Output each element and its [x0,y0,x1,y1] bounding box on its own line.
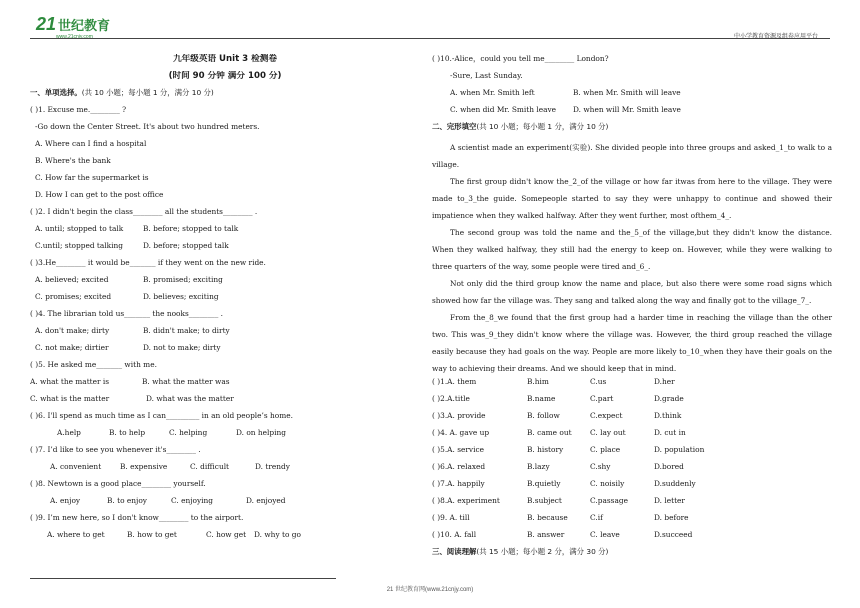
cloze-option-b: B.him [527,377,549,386]
cloze-option-d: D.grade [654,394,684,403]
section1-title: 一、单项选择。 [30,88,82,97]
section1-heading [30,88,420,105]
cloze-row [432,479,832,496]
cloze-option-b: B.subject [527,496,562,505]
question-9-option-d: D. why to go [254,530,301,539]
exam-subtitle: (时间 90 分钟 满分 100 分) [168,71,282,81]
cloze-option-b: B.quietly [527,479,561,488]
question-7-stem: ( )7. I’d like to see you whenever it's________ . [30,445,201,454]
question-2-options-ab [30,224,420,241]
cloze-option-b: B. answer [527,530,565,539]
passage-paragraph-3: The second group was told the name and the_5_of the village,but they didn't know the distance. When they walked halfway, they still had the energy to keep on. However, while they were walking to three quarters of the way, some people were tired and_6_. [432,228,832,271]
cloze-option-d: D. population [654,445,705,454]
question-6-option-b: B. to help [109,428,146,437]
cloze-options [432,377,832,547]
question-3-option-c: C. promises; excited [35,292,112,301]
cloze-option-d: D.her [654,377,675,386]
cloze-option-c: C.passage [590,496,628,505]
question-10-context: -Sure, Last Sunday. [450,71,523,80]
question-5-options-cd [30,394,420,411]
cloze-row [432,377,832,394]
cloze-option-a-stem: ( )1.A. them [432,377,477,386]
cloze-option-c: C. noisily [590,479,625,488]
question-1-option-d: D. How I can get to the post office [35,190,164,199]
question-8-options [30,496,420,513]
passage-paragraph-4: Not only did the third group know the name and place, but also there were some road signs which showed how far the village was. They sang and talked along the way and finally got to the village_7_. [432,279,832,305]
section2-title: 二、完形填空 [432,122,477,131]
exam-title: 九年级英语 Unit 3 检测卷 [173,54,277,64]
question-4-options-ab [30,326,420,343]
logo-url: www.21cnjy.com [56,34,93,40]
question-10-option-c: C. when did Mr. Smith leave [450,105,557,114]
question-10-options-cd [432,105,832,122]
cloze-row [432,394,832,411]
right-column [432,54,832,564]
cloze-option-d: D. letter [654,496,685,505]
question-3-options-cd [30,292,420,309]
question-8-option-b: B. to enjoy [107,496,147,505]
section1-note: (共 10 小题；每小题 1 分，满分 10 分) [81,88,214,97]
cloze-option-a-stem: ( )7.A. happily [432,479,485,488]
cloze-row [432,411,832,428]
platform-name: 中小学教育资源及组卷应用平台 [733,34,818,40]
cloze-option-c: C. leave [590,530,620,539]
cloze-option-a-stem: ( )5.A. service [432,445,484,454]
question-10-option-d: D. when will Mr. Smith leave [573,105,681,114]
question-2-option-a: A. until; stopped to talk [35,224,124,233]
question-1-context: -Go down the Center Street. It's about two hundred meters. [35,122,260,131]
cloze-row [432,513,832,530]
cloze-row [432,530,832,547]
passage-paragraph-2: The first group didn't know the_2_of the village or how far itwas from here to the village. They were made to_3_the guide. Somepeople started to say they were unhappy to continue and showed their impatience when they walked halfway. After they went further, most ofthem_4_. [432,177,832,220]
logo-mark: 21 [36,14,57,34]
section3-title: 三、阅读理解 [432,547,477,556]
question-2-option-b: B. before; stopped to talk [143,224,239,233]
cloze-option-a-stem: ( )6.A. relaxed [432,462,486,471]
cloze-option-d: D. cut in [654,428,686,437]
cloze-row [432,445,832,462]
question-3-option-a: A. believed; excited [35,275,109,284]
cloze-option-b: B.lazy [527,462,550,471]
question-1-option-b: B. Where's the bank [35,156,111,165]
cloze-option-b: B. history [527,445,564,454]
cloze-option-c: C. lay out [590,428,626,437]
cloze-option-d: D. before [654,513,689,522]
question-3-option-b: B. promised; exciting [143,275,223,284]
question-4-option-c: C. not make; dirtier [35,343,109,352]
question-5-option-c: C. what is the matter [30,394,110,403]
question-7-option-d: D. trendy [255,462,290,471]
question-2-options-cd [30,241,420,258]
question-6-stem: ( )6. I'll spend as much time as I can_________ in an old people’s home. [30,411,293,420]
page-footer: 21 世纪教育网(www.21cnjy.com) [386,587,474,593]
question-5-option-a: A. what the matter is [30,377,110,386]
question-4-option-b: B. didn't make; to dirty [143,326,230,335]
cloze-option-a-stem: ( )10. A. fall [432,530,477,539]
question-5-stem: ( )5. He asked me_______ with me. [30,360,157,369]
question-3-stem: ( )3.He________ it would be_______ if they went on the new ride. [30,258,266,267]
question-6-options [30,428,420,445]
question-2-stem: ( )2. I didn't begin the class________ all the students________ . [30,207,258,216]
question-9-option-b: B. how to get [127,530,177,539]
cloze-option-a-stem: ( )8.A. experiment [432,496,500,505]
cloze-option-a-stem: ( )4. A. gave up [432,428,490,437]
question-3-options-ab [30,275,420,292]
section2-note: (共 10 小题；每小题 1 分，满分 10 分) [476,122,609,131]
cloze-option-c: C.us [590,377,607,386]
question-8-option-d: D. enjoyed [246,496,286,505]
question-9-options [30,530,420,547]
section3-note: (共 15 小题；每小题 2 分，满分 30 分) [476,547,609,556]
question-1-option-a: A. Where can I find a hospital [35,139,147,148]
question-4-options-cd [30,343,420,360]
section3-heading [432,547,832,564]
logo-brand: 世纪教育 [58,18,111,33]
question-10-options-ab [432,88,832,105]
question-3-option-d: D. believes; exciting [143,292,219,301]
cloze-option-c: C. place [590,445,621,454]
question-4-option-d: D. not to make; dirty [143,343,221,352]
footer-divider [30,578,336,579]
passage-paragraph-5: From the_8_we found that the first group had a harder time in reaching the village than the other two. This was_9_they didn't know where the village was. However, the third group reached the village easily because they had goals on the way. People are more likely to_10_when they have their goals on the way to achieving their dreams. And we should keep that in mind. [432,313,832,373]
question-2-option-d: D. before; stopped talk [143,241,229,250]
cloze-option-a-stem: ( )3.A. provide [432,411,486,420]
site-logo [36,14,111,40]
cloze-option-d: D.bored [654,462,684,471]
header-divider [30,38,830,39]
left-column [30,54,420,547]
cloze-option-c: C.part [590,394,614,403]
cloze-option-a-stem: ( )9. A. till [432,513,470,522]
cloze-option-c: C.if [590,513,603,522]
cloze-row [432,428,832,445]
question-10-stem: ( )10.-Alice，could you tell me________ London? [432,54,609,63]
question-6-option-c: C. helping [169,428,208,437]
cloze-option-b: B.name [527,394,556,403]
question-4-stem: ( )4. The librarian told us_______ the nooks________ . [30,309,224,318]
question-7-options [30,462,420,479]
question-9-option-a: A. where to get [47,530,105,539]
cloze-option-b: B. came out [527,428,572,437]
cloze-option-d: D.think [654,411,682,420]
cloze-row [432,496,832,513]
cloze-row [432,462,832,479]
question-7-option-b: B. expensive [120,462,168,471]
question-6-option-d: D. on helping [236,428,287,437]
cloze-option-c: C.expect [590,411,623,420]
cloze-option-d: D.succeed [654,530,693,539]
question-7-option-a: A. convenient [50,462,102,471]
question-1-option-c: C. How far the supermarket is [35,173,149,182]
cloze-option-d: D.suddenly [654,479,696,488]
question-5-option-d: D. what was the matter [146,394,234,403]
question-10-option-b: B. when Mr. Smith will leave [573,88,681,97]
question-5-option-b: B. what the matter was [142,377,230,386]
question-4-option-a: A. don't make; dirty [35,326,110,335]
question-1-stem: ( )1. Excuse me.________ ? [30,105,127,114]
question-7-option-c: C. difficult [190,462,230,471]
question-2-option-c: C.until; stopped talking [35,241,123,250]
question-10-option-a: A. when Mr. Smith left [450,88,535,97]
section2-heading [432,122,832,139]
cloze-option-b: B. follow [527,411,560,420]
question-9-option-c: C. how get [206,530,247,539]
cloze-option-b: B. because [527,513,568,522]
question-8-option-c: C. enjoying [171,496,213,505]
passage-paragraph-1: A scientist made an experiment(实验). She divided people into three groups and asked_1_to walk to a village. [432,143,832,169]
question-9-stem: ( )9. I’m new here, so I don't know________ to the airport. [30,513,244,522]
question-6-option-a: A.help [57,428,81,437]
question-8-option-a: A. enjoy [50,496,81,505]
question-8-stem: ( )8. Newtown is a good place________ yourself. [30,479,206,488]
cloze-option-c: C.shy [590,462,611,471]
question-5-options-ab [30,377,420,394]
cloze-option-a-stem: ( )2.A.title [432,394,470,403]
